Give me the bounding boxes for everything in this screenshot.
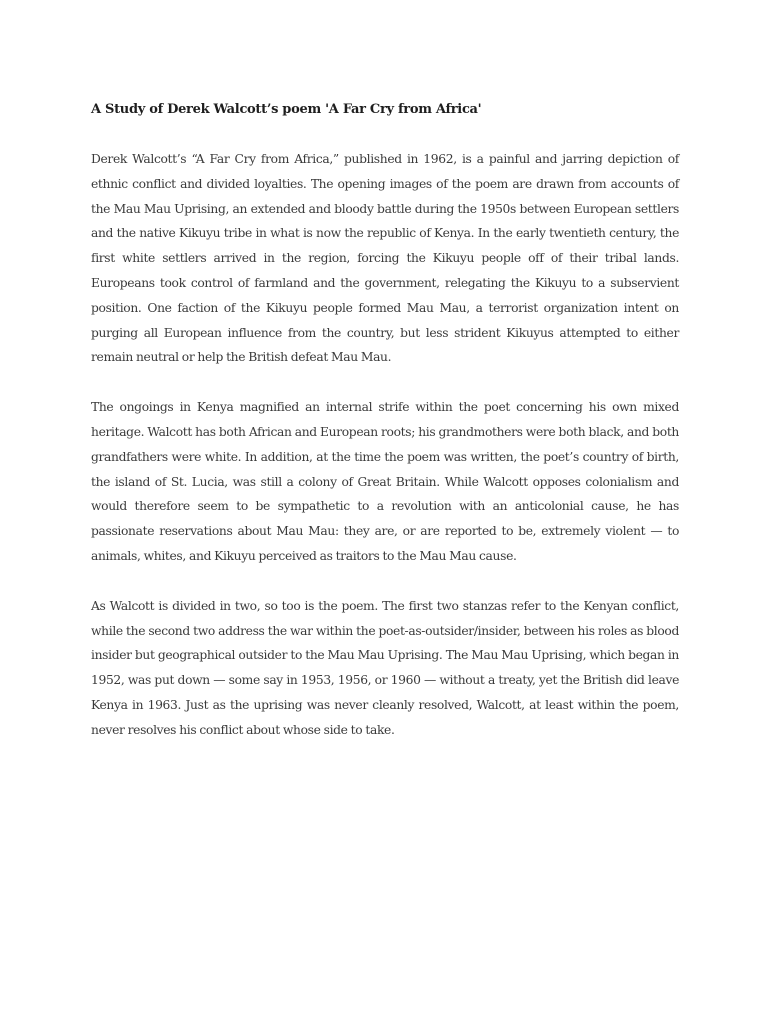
paragraph-heritage: The ongoings in Kenya magnified an internal strife within the poet concerning his own mixed heritage. Walcott has both African and European roots; his grandmothers were both black, and both grandfathers were white. In addition, at the time the poem was written, the poet’s country of birth, the island of St. Lucia, was still a colony of Great Britain. While Walcott opposes colonialism and would therefore seem to be sympathetic to a revolution with an anticolonial cause, he has passionate reservations about Mau Mau: they are, or are reported to be, extremely violent — to animals, whites, and Kikuyu perceived as traitors to the Mau Mau cause. [91,400,679,563]
document-body [91,98,679,743]
paragraph-structure: As Walcott is divided in two, so too is the poem. The first two stanzas refer to the Kenyan conflict, while the second two address the war within the poet-as-outsider/insider, between his roles as blood insider but geographical outsider to the Mau Mau Uprising. The Mau Mau Uprising, which began in 1952, was put down — some say in 1953, 1956, or 1960 — without a treaty, yet the British did leave Kenya in 1963. Just as the uprising was never cleanly resolved, Walcott, at least within the poem, never resolves his conflict about whose side to take. [91,598,679,737]
paragraph-background: Derek Walcott’s “A Far Cry from Africa,” published in 1962, is a painful and jarring depiction of ethnic conflict and divided loyalties. The opening images of the poem are drawn from accounts of the Mau Mau Uprising, an extended and bloody battle during the 1950s between European settlers and the native Kikuyu tribe in what is now the republic of Kenya. In the early twentieth century, the first white settlers arrived in the region, forcing the Kikuyu people off of their tribal lands. Europeans took control of farmland and the government, relegating the Kikuyu to a subservient position. One faction of the Kikuyu people formed Mau Mau, a terrorist organization intent on purging all European influence from the country, but less strident Kikuyus attempted to either remain neutral or help the British defeat Mau Mau. [91,152,679,365]
document-title: A Study of Derek Walcott’s poem 'A Far Cry from Africa' [91,102,482,117]
